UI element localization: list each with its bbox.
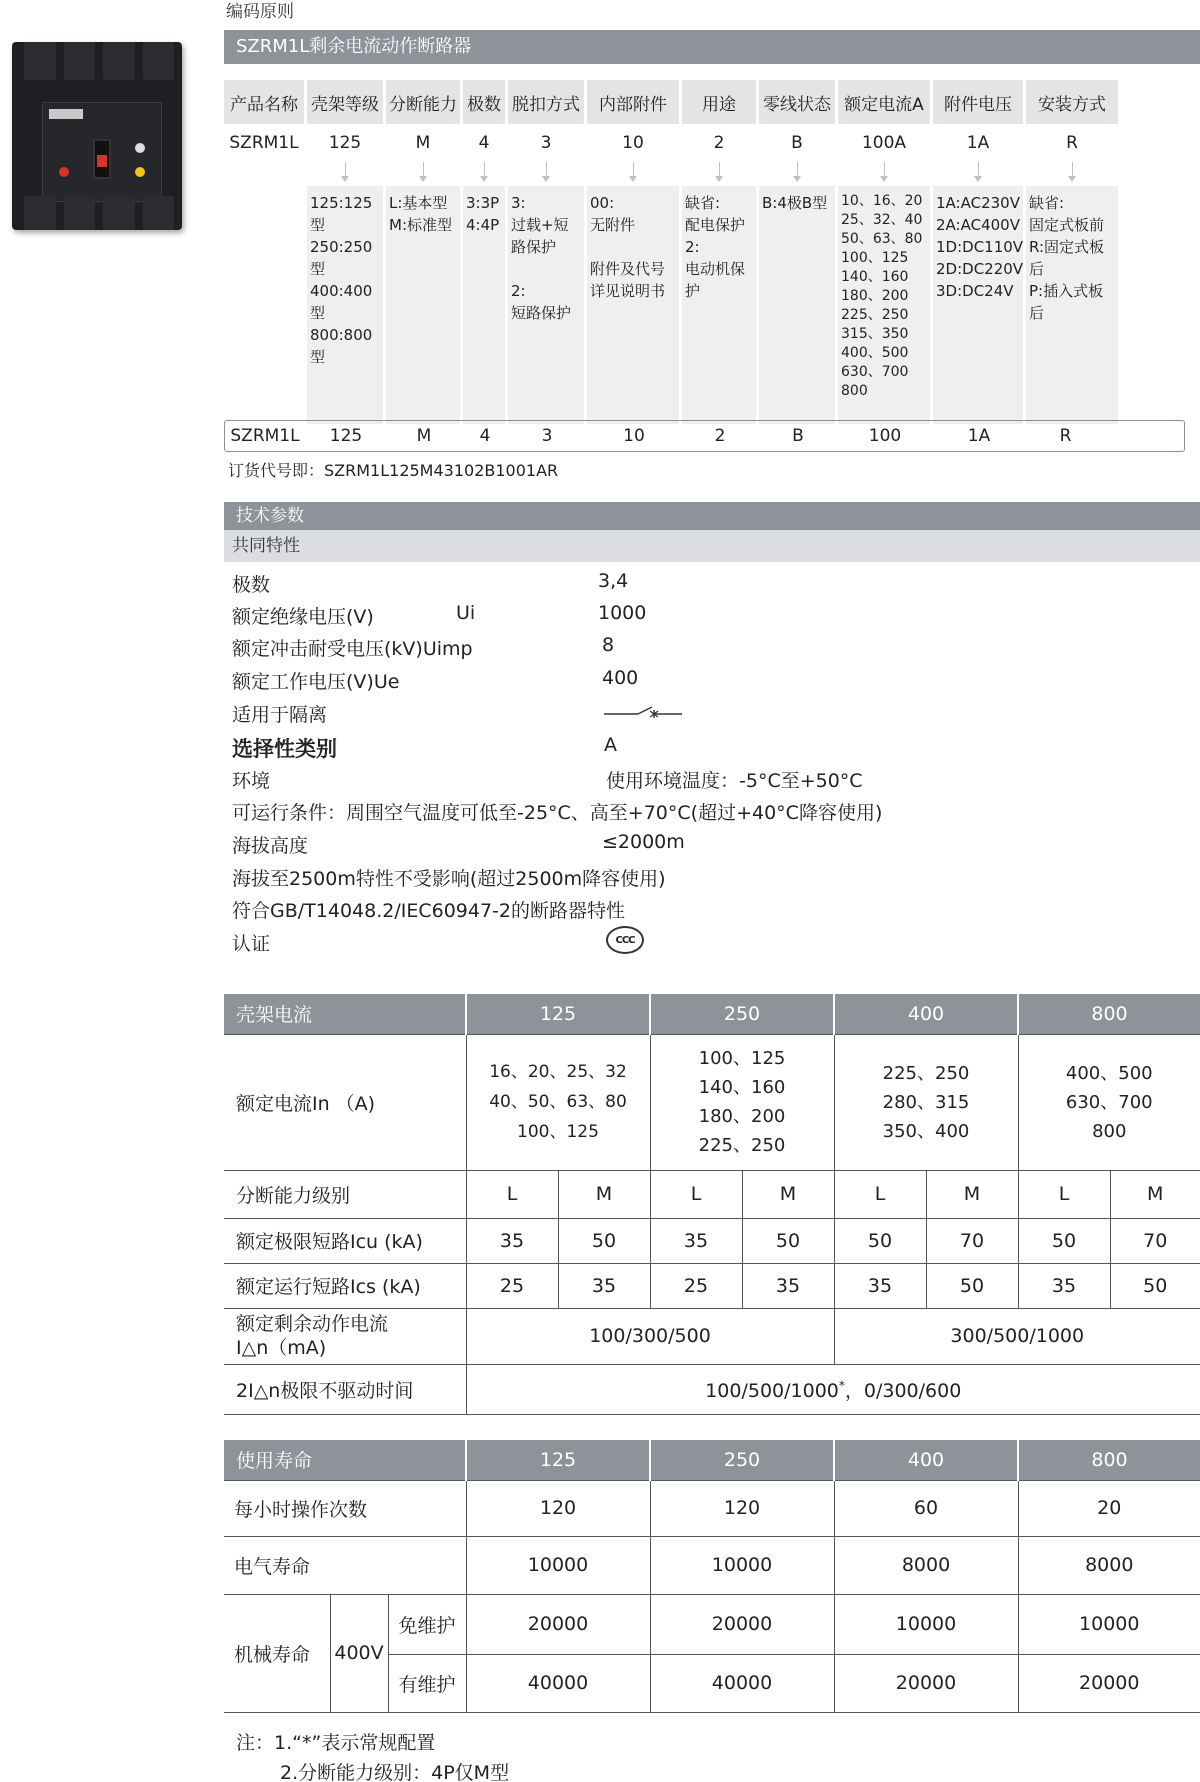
down-arrow-icon bbox=[508, 162, 584, 186]
ops-per-hour-label: 每小时操作次数 bbox=[224, 1480, 466, 1536]
life-head-800: 800 bbox=[1018, 1440, 1200, 1480]
param-uimp-label: 额定冲击耐受电压(kV)Uimp bbox=[232, 638, 473, 660]
no-drive-time-label: 2I△n极限不驱动时间 bbox=[224, 1364, 466, 1414]
icu-value-5: 70 bbox=[926, 1218, 1018, 1263]
code-header-10: 安装方式 bbox=[1026, 80, 1118, 124]
code-value-4: 3 bbox=[540, 133, 552, 153]
param-altitude-value: ≤2000m bbox=[602, 831, 685, 853]
code-value-5: 10 bbox=[622, 133, 644, 153]
ics-value-4: 35 bbox=[834, 1263, 926, 1308]
order-value-6: 2 bbox=[714, 426, 726, 446]
code-header-6: 用途 bbox=[682, 80, 756, 124]
service-life-table bbox=[224, 1440, 1200, 1713]
with-maintenance-0: 40000 bbox=[466, 1654, 650, 1712]
order-code-box bbox=[224, 420, 1185, 452]
order-value-1: 125 bbox=[329, 426, 363, 446]
code-value-8: 100A bbox=[861, 133, 907, 153]
maintenance-free-1: 20000 bbox=[650, 1594, 834, 1654]
order-value-8: 100 bbox=[868, 426, 902, 446]
code-value-2: M bbox=[415, 133, 431, 153]
param-env-label: 环境 bbox=[232, 770, 271, 792]
breaking-level-1: M bbox=[558, 1170, 650, 1218]
rated-current-400: 225、250 280、315 350、400 bbox=[834, 1034, 1018, 1170]
note-1: 注：1.“*”表示常规配置 bbox=[236, 1732, 436, 1754]
rated-current-800: 400、500 630、700 800 bbox=[1018, 1034, 1200, 1170]
ops-per-hour-0: 120 bbox=[466, 1480, 650, 1536]
frame-head-250: 250 bbox=[650, 994, 834, 1034]
breaking-level-5: M bbox=[926, 1170, 1018, 1218]
order-value-10: R bbox=[1059, 426, 1072, 446]
code-value-1: 125 bbox=[328, 133, 362, 153]
code-header-1: 壳架等级 bbox=[307, 80, 383, 124]
order-note: 订货代号即：SZRM1L125M43102B1001AR bbox=[228, 461, 559, 480]
icu-value-6: 50 bbox=[1018, 1218, 1110, 1263]
section-title: 编码原则 bbox=[226, 2, 294, 22]
code-header-9: 附件电压 bbox=[933, 80, 1023, 124]
code-desc-8: 10、16、20 25、32、40 50、63、80 100、125 140、160 180、200 225、250 315、350 400、500 630、700 800 bbox=[838, 186, 930, 424]
param-uimp-value: 8 bbox=[602, 634, 615, 656]
icu-value-7: 70 bbox=[1110, 1218, 1200, 1263]
ics-value-1: 35 bbox=[558, 1263, 650, 1308]
down-arrow-icon bbox=[587, 162, 679, 186]
order-value-5: 10 bbox=[623, 426, 645, 446]
down-arrow-icon bbox=[307, 162, 383, 186]
residual-current-125-250: 100/300/500 bbox=[466, 1308, 834, 1364]
order-value-2: M bbox=[416, 426, 432, 446]
breaking-level-3: M bbox=[742, 1170, 834, 1218]
down-arrow-icon bbox=[838, 162, 930, 186]
life-head-125: 125 bbox=[466, 1440, 650, 1480]
tech-bar: 技术参数 bbox=[224, 502, 1200, 530]
breaking-level-0: L bbox=[466, 1170, 558, 1218]
ics-value-2: 25 bbox=[650, 1263, 742, 1308]
rated-current-250: 100、125 140、160 180、200 225、250 bbox=[650, 1034, 834, 1170]
down-arrow-icon bbox=[759, 162, 835, 186]
param-selectivity-label: 选择性类别 bbox=[232, 737, 337, 761]
param-cert-label: 认证 bbox=[232, 933, 271, 955]
rated-current-label: 额定电流In （A) bbox=[224, 1034, 466, 1170]
down-arrow-icon bbox=[933, 162, 1023, 186]
param-poles-label: 极数 bbox=[232, 574, 271, 596]
code-header-8: 额定电流A bbox=[838, 80, 930, 124]
code-header-2: 分断能力 bbox=[386, 80, 460, 124]
with-maintenance-2: 20000 bbox=[834, 1654, 1018, 1712]
ics-label: 额定运行短路Ics (kA) bbox=[224, 1263, 466, 1308]
code-desc-10: 缺省: 固定式板前 R:固定式板后 P:插入式板后 bbox=[1026, 186, 1118, 424]
breaking-level-7: M bbox=[1110, 1170, 1200, 1218]
breaking-level-4: L bbox=[834, 1170, 926, 1218]
product-image bbox=[8, 38, 188, 234]
ics-value-5: 50 bbox=[926, 1263, 1018, 1308]
with-maintenance-label: 有维护 bbox=[388, 1654, 466, 1712]
order-value-9: 1A bbox=[967, 426, 991, 446]
code-desc-5: 00: 无附件 附件及代号 详见说明书 bbox=[587, 186, 679, 424]
param-ui-value: 1000 bbox=[598, 602, 647, 624]
code-value-3: 4 bbox=[478, 133, 490, 153]
param-altitude-label: 海拔高度 bbox=[232, 835, 309, 857]
maintenance-free-3: 10000 bbox=[1018, 1594, 1200, 1654]
code-header-5: 内部附件 bbox=[587, 80, 679, 124]
life-head-400: 400 bbox=[834, 1440, 1018, 1480]
code-value-0: SZRM1L bbox=[229, 133, 299, 153]
residual-current-label: 额定剩余动作电流 I△n（mA) bbox=[224, 1308, 466, 1364]
param-ue-value: 400 bbox=[602, 667, 639, 689]
icu-value-2: 35 bbox=[650, 1218, 742, 1263]
rated-current-125: 16、20、25、32 40、50、63、80 100、125 bbox=[466, 1034, 650, 1170]
ics-value-6: 35 bbox=[1018, 1263, 1110, 1308]
param-poles-value: 3,4 bbox=[598, 570, 629, 592]
isolation-symbol-icon bbox=[604, 702, 682, 724]
code-value-6: 2 bbox=[713, 133, 725, 153]
ops-per-hour-2: 60 bbox=[834, 1480, 1018, 1536]
ops-per-hour-3: 20 bbox=[1018, 1480, 1200, 1536]
coding-grid bbox=[224, 80, 1200, 424]
code-desc-9: 1A:AC230V 2A:AC400V 1D:DC110V 2D:DC220V 3D:DC24V bbox=[933, 186, 1023, 424]
code-value-7: B bbox=[791, 133, 803, 153]
electrical-life-1: 10000 bbox=[650, 1536, 834, 1594]
electrical-life-3: 8000 bbox=[1018, 1536, 1200, 1594]
param-standard: 符合GB/T14048.2/IEC60947-2的断路器特性 bbox=[232, 900, 625, 922]
code-value-9: 1A bbox=[966, 133, 990, 153]
code-desc-6: 缺省: 配电保护 2: 电动机保 护 bbox=[682, 186, 756, 424]
param-ue-label: 额定工作电压(V)Ue bbox=[232, 671, 400, 693]
code-desc-7: B:4极B型 bbox=[759, 186, 835, 424]
electrical-life-0: 10000 bbox=[466, 1536, 650, 1594]
icu-label: 额定极限短路Icu (kA) bbox=[224, 1218, 466, 1263]
breaking-level-6: L bbox=[1018, 1170, 1110, 1218]
ccc-cert-icon: CCC bbox=[606, 926, 644, 954]
param-altitude-note: 海拔至2500m特性不受影响(超过2500m降容使用) bbox=[232, 868, 666, 890]
maintenance-free-2: 10000 bbox=[834, 1594, 1018, 1654]
icu-value-4: 50 bbox=[834, 1218, 926, 1263]
tech-sub-bar: 共同特性 bbox=[224, 530, 1200, 562]
frame-head-125: 125 bbox=[466, 994, 650, 1034]
order-value-3: 4 bbox=[479, 426, 491, 446]
icu-value-1: 50 bbox=[558, 1218, 650, 1263]
icu-value-0: 35 bbox=[466, 1218, 558, 1263]
electrical-life-2: 8000 bbox=[834, 1536, 1018, 1594]
with-maintenance-3: 20000 bbox=[1018, 1654, 1200, 1712]
param-isolation-label: 适用于隔离 bbox=[232, 704, 328, 726]
code-header-0: 产品名称 bbox=[224, 80, 304, 124]
ics-value-3: 35 bbox=[742, 1263, 834, 1308]
ops-per-hour-1: 120 bbox=[650, 1480, 834, 1536]
param-selectivity-value: A bbox=[604, 734, 617, 756]
order-value-0: SZRM1L bbox=[230, 426, 300, 446]
frame-current-table bbox=[224, 994, 1200, 1415]
down-arrow-icon bbox=[386, 162, 460, 186]
ics-value-0: 25 bbox=[466, 1263, 558, 1308]
no-drive-time-value: 100/500/1000*，0/300/600 bbox=[466, 1364, 1200, 1414]
param-ui-symbol: Ui bbox=[456, 602, 476, 624]
param-operating-conditions: 可运行条件：周围空气温度可低至-25°C、高至+70°C(超过+40°C降容使用) bbox=[232, 802, 883, 824]
order-value-4: 3 bbox=[541, 426, 553, 446]
with-maintenance-1: 40000 bbox=[650, 1654, 834, 1712]
life-head-250: 250 bbox=[650, 1440, 834, 1480]
code-value-10: R bbox=[1066, 133, 1078, 153]
code-header-7: 零线状态 bbox=[759, 80, 835, 124]
param-ui-label: 额定绝缘电压(V) bbox=[232, 606, 374, 628]
down-arrow-icon bbox=[463, 162, 505, 186]
maintenance-free-0: 20000 bbox=[466, 1594, 650, 1654]
code-desc-2: L:基本型 M:标准型 bbox=[386, 186, 460, 424]
code-desc-3: 3:3P 4:4P bbox=[463, 186, 505, 424]
note-2: 2.分断能力级别：4P仅M型 bbox=[280, 1762, 510, 1782]
code-header-4: 脱扣方式 bbox=[508, 80, 584, 124]
code-desc-1: 125:125型 250:250型 400:400型 800:800型 bbox=[307, 186, 383, 424]
code-header-3: 极数 bbox=[463, 80, 505, 124]
frame-head-400: 400 bbox=[834, 994, 1018, 1034]
product-bar: SZRM1L剩余电流动作断路器 bbox=[224, 30, 1200, 64]
code-desc-4: 3: 过载+短 路保护 2: 短路保护 bbox=[508, 186, 584, 424]
breaking-level-2: L bbox=[650, 1170, 742, 1218]
mechanical-life-voltage: 400V bbox=[330, 1594, 388, 1712]
down-arrow-icon bbox=[682, 162, 756, 186]
life-head-label: 使用寿命 bbox=[224, 1440, 466, 1480]
frame-head-800: 800 bbox=[1018, 994, 1200, 1034]
icu-value-3: 50 bbox=[742, 1218, 834, 1263]
residual-current-400-800: 300/500/1000 bbox=[834, 1308, 1200, 1364]
frame-head-label: 壳架电流 bbox=[224, 994, 466, 1034]
order-value-7: B bbox=[792, 426, 804, 446]
code-desc-0 bbox=[224, 186, 304, 424]
breaking-level-label: 分断能力级别 bbox=[224, 1170, 466, 1218]
maintenance-free-label: 免维护 bbox=[388, 1594, 466, 1654]
down-arrow-icon bbox=[1026, 162, 1118, 186]
mechanical-life-label: 机械寿命 bbox=[224, 1594, 330, 1712]
ics-value-7: 50 bbox=[1110, 1263, 1200, 1308]
param-env-value: 使用环境温度：-5°C至+50°C bbox=[606, 770, 863, 792]
electrical-life-label: 电气寿命 bbox=[224, 1536, 466, 1594]
